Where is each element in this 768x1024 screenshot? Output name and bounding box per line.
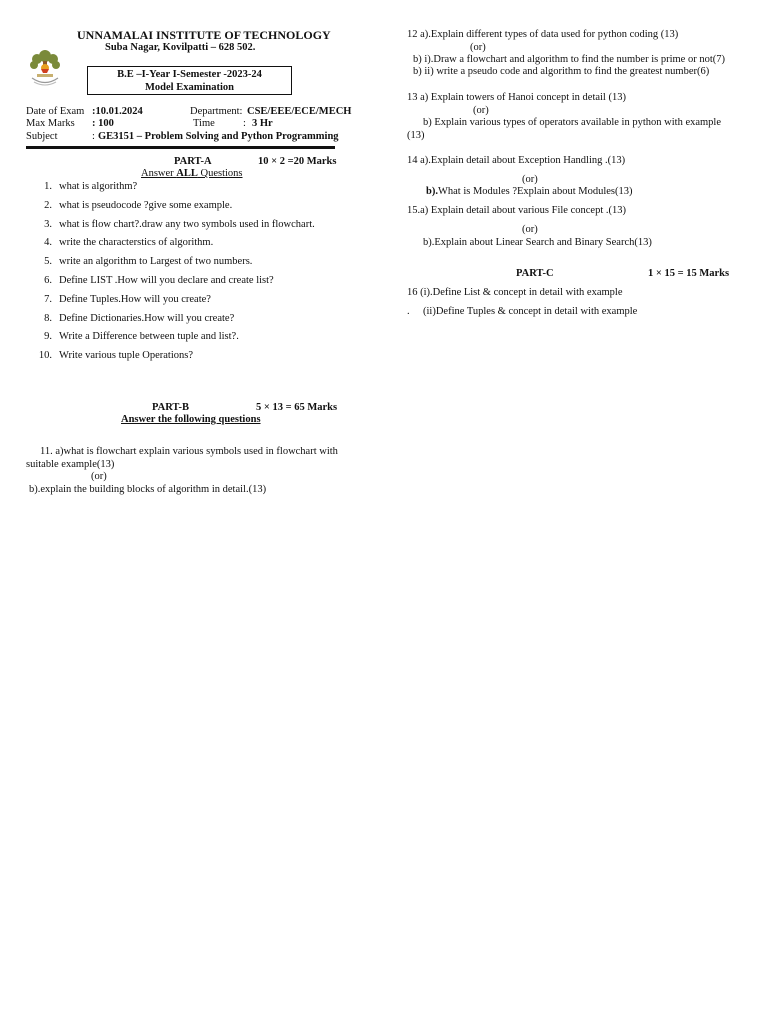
question-13a: 13 a) Explain towers of Hanoi concept in detail (13) [407,92,626,103]
max-marks-label: Max Marks [26,118,75,129]
question-number: 7. [44,293,52,305]
question-12b-i: b) i).Draw a flowchart and algorithm to find the number is prime or not(7) [413,54,725,65]
question-text: Write a Difference between tuple and list?. [59,331,239,343]
question-16-ii: (ii)Define Tuples & concept in detail with example [423,306,638,317]
part-a-question [26,331,356,350]
subject-label: Subject [26,131,58,142]
question-15a: 15.a) Explain detail about various File concept .(13) [407,205,626,216]
question-text: what is algorithm? [59,181,138,192]
instruction-all: ALL [176,168,198,179]
institute-address: Suba Nagar, Kovilpatti – 628 502. [105,42,256,53]
question-text: what is flow chart?.draw any two symbols used in flowchart. [59,218,315,230]
question-text: what is pseudocode ?give some example. [59,199,233,211]
part-a-question [26,200,356,219]
date-label: Date of Exam [26,106,85,117]
part-c-marks: 1 × 15 = 15 Marks [648,268,730,279]
question-12b-ii: b) ii) write a pseudo code and algorithm to find the greatest number(6) [413,66,710,77]
question-14a: 14 a).Explain detail about Exception Handling .(13) [407,155,626,166]
course-title: B.E –I-Year I-Semester -2023-24 [117,69,262,80]
question-number: 4. [44,237,52,249]
date-value: :10.01.2024 [92,106,143,117]
part-a-question [26,313,356,332]
question-14-or: (or) [522,174,538,185]
part-a-instruction [141,168,243,181]
question-14b-label: b). [426,186,438,197]
time-label: Time [193,118,215,129]
question-13b-line2: (13) [407,130,425,141]
part-a-question [26,294,356,313]
part-a-question-list [26,181,356,369]
part-a-question [26,350,356,369]
subject-separator: : [92,131,95,142]
question-11a-line2: suitable example(13) [26,459,115,470]
question-number: 6. [44,274,52,286]
max-marks-value: : 100 [92,118,114,129]
header-divider [26,146,335,149]
question-14b [426,186,632,199]
question-13-or: (or) [473,105,489,116]
question-14b-text: What is Modules ?Explain about Modules(13) [437,186,633,197]
part-a-question [26,256,356,275]
question-text: Define LIST .How will you declare and create list? [59,274,274,286]
question-16-i: 16 (i).Define List & concept in detail with example [407,287,623,298]
question-number: 2. [44,199,52,211]
part-a-question [26,181,356,200]
question-12-or: (or) [470,42,486,53]
question-number: 10. [38,350,52,362]
question-number: 8. [44,312,52,324]
part-b-instruction: Answer the following questions [121,414,261,425]
question-11-or: (or) [91,471,107,482]
part-a-question [26,237,356,256]
question-text: Define Tuples.How will you create? [59,293,211,305]
subject-value: GE3151 – Problem Solving and Python Programming [98,131,339,142]
question-text: Write various tuple Operations? [59,350,193,362]
department-label: Department: [190,106,243,117]
question-16-bullet: . [407,306,410,317]
part-a-title: PART-A [174,156,212,167]
part-c-title: PART-C [516,268,554,279]
exam-title: Model Examination [145,82,234,93]
question-text: Define Dictionaries.How will you create? [59,312,235,324]
question-number: 9. [44,331,52,343]
institute-name: UNNAMALAI INSTITUTE OF TECHNOLOGY [77,28,331,42]
question-13b-line1: b) Explain various types of operators available in python with example [423,117,722,128]
question-text: write an algorithm to Largest of two numbers. [59,256,253,268]
institute-logo-icon [28,47,62,87]
question-15-or: (or) [522,224,538,235]
course-box [87,66,292,95]
question-number: 1. [44,181,52,192]
question-number: 5. [44,256,52,268]
part-a-question [26,275,356,294]
question-11b: b).explain the building blocks of algorithm in detail.(13) [29,484,267,495]
question-text: write the characterstics of algorithm. [59,237,214,249]
instruction-prefix: Answer [141,168,177,179]
part-a-question [26,219,356,238]
question-number: 3. [44,218,52,230]
question-11a-line1: 11. a)what is flowchart explain various symbols used in flowchart with [40,446,338,457]
part-b-marks: 5 × 13 = 65 Marks [256,402,338,413]
time-separator: : [243,118,246,129]
part-b-title: PART-B [152,402,189,413]
time-value: 3 Hr [252,118,273,129]
part-a-marks: 10 × 2 =20 Marks [258,156,337,167]
department-value: CSE/EEE/ECE/MECH [247,106,352,117]
question-15b: b).Explain about Linear Search and Binary Search(13) [423,237,652,248]
question-12a: 12 a).Explain different types of data used for python coding (13) [407,29,679,40]
instruction-suffix: Questions [197,168,243,179]
